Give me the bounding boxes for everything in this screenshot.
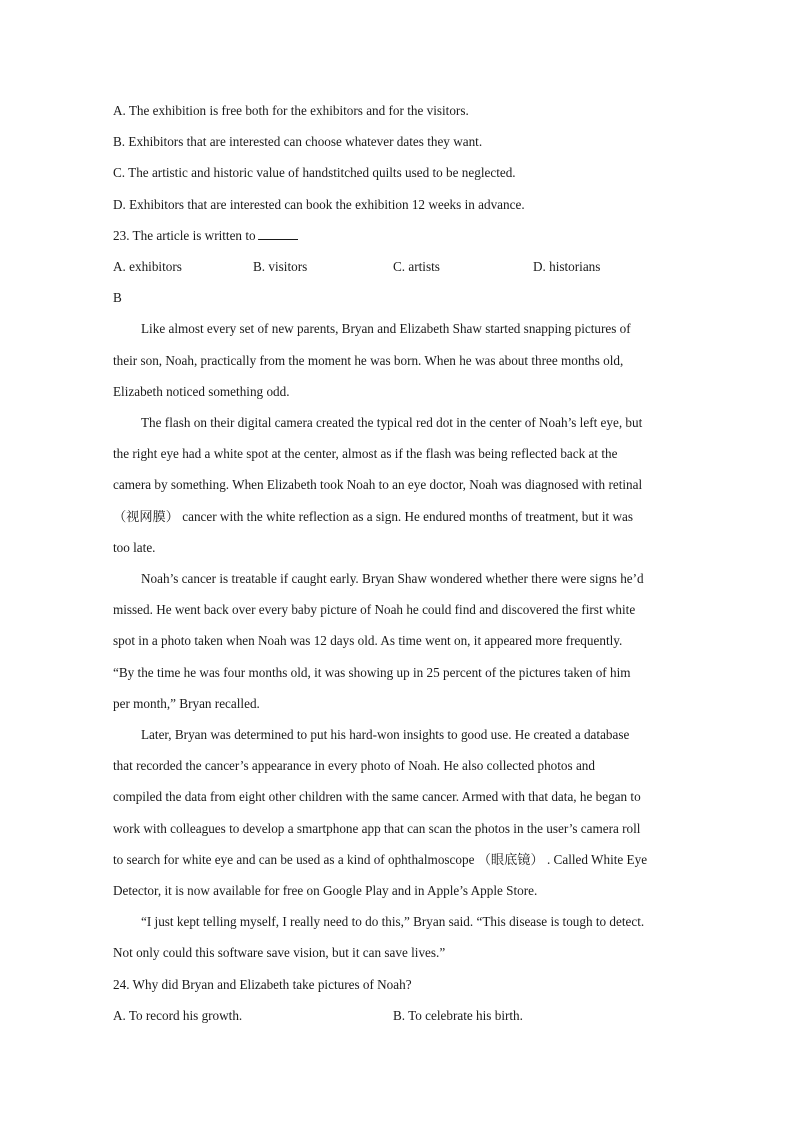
passage-line: “I just kept telling myself, I really need to do this,” Bryan said. “This disease is tough to detect. <box>141 914 645 929</box>
passage-line: Later, Bryan was determined to put his hard-won insights to good use. He created a database <box>141 727 630 742</box>
passage-line: compiled the data from eight other children with the same cancer. Armed with that data, he began to <box>113 789 641 804</box>
passage-line: camera by something. When Elizabeth took Noah to an eye doctor, Noah was diagnosed with retinal <box>113 477 643 492</box>
passage-line: Like almost every set of new parents, Bryan and Elizabeth Shaw started snapping pictures of <box>141 321 631 336</box>
q23-option-b: B. visitors <box>253 259 308 274</box>
q23-question <box>113 228 298 244</box>
passage-line: work with colleagues to develop a smartphone app that can scan the photos in the user’s camera roll <box>113 821 641 836</box>
answer-blank <box>258 228 298 240</box>
q24-option-b: B. To celebrate his birth. <box>393 1008 523 1023</box>
passage-line: spot in a photo taken when Noah was 12 days old. As time went on, it appeared more frequently. <box>113 633 623 648</box>
passage-line: Noah’s cancer is treatable if caught early. Bryan Shaw wondered whether there were signs he’d <box>141 571 644 586</box>
q23-option-a: A. exhibitors <box>113 259 182 274</box>
q23-option-c: C. artists <box>393 259 440 274</box>
passage-line: Not only could this software save vision, but it can save lives.” <box>113 945 446 960</box>
passage-line: to search for white eye and can be used as a kind of ophthalmoscope （眼底镜） . Called White Eye <box>113 852 648 867</box>
passage-line: The flash on their digital camera created the typical red dot in the center of Noah’s left eye, but <box>141 415 643 430</box>
q23-option-d: D. historians <box>533 259 601 274</box>
passage-line: “By the time he was four months old, it was showing up in 25 percent of the pictures taken of him <box>113 665 631 680</box>
q22-option-c: C. The artistic and historic value of handstitched quilts used to be neglected. <box>113 165 516 180</box>
passage-line: their son, Noah, practically from the moment he was born. When he was about three months old, <box>113 353 624 368</box>
q23-stem: 23. The article is written to <box>113 228 256 243</box>
passage-line: too late. <box>113 540 156 555</box>
q24-question: 24. Why did Bryan and Elizabeth take pictures of Noah? <box>113 977 412 992</box>
passage-line: （视网膜） cancer with the white reflection as a sign. He endured months of treatment, but it was <box>113 509 634 524</box>
q22-option-b: B. Exhibitors that are interested can choose whatever dates they want. <box>113 134 483 149</box>
passage-line: that recorded the cancer’s appearance in every photo of Noah. He also collected photos and <box>113 758 595 773</box>
passage-line: Elizabeth noticed something odd. <box>113 384 290 399</box>
passage-line: missed. He went back over every baby picture of Noah he could find and discovered the first white <box>113 602 636 617</box>
q24-option-a: A. To record his growth. <box>113 1008 243 1023</box>
passage-line: the right eye had a white spot at the center, almost as if the flash was being reflected back at the <box>113 446 618 461</box>
q22-option-d: D. Exhibitors that are interested can book the exhibition 12 weeks in advance. <box>113 197 525 212</box>
passage-line: Detector, it is now available for free on Google Play and in Apple’s Apple Store. <box>113 883 538 898</box>
passage-line: per month,” Bryan recalled. <box>113 696 260 711</box>
q22-option-a: A. The exhibition is free both for the exhibitors and for the visitors. <box>113 103 469 118</box>
section-label: B <box>113 290 122 305</box>
